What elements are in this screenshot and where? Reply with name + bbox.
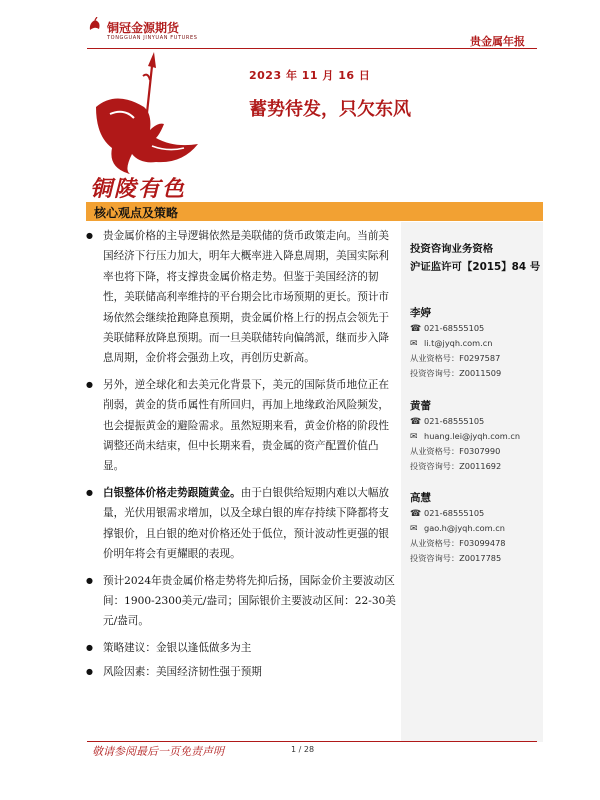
bullet-text: 另外，逆全球化和去美元化背景下，美元的国际货币地位正在削弱，黄金的货币属性有所回归，再加上地缘政治风险频发，也会提振黄金的避险需求。虽然短期来看，黄金价格的阶段性调整还尚未结束，但中长期来看，贵金属的资产配置价值凸显。 xyxy=(103,378,390,473)
bullet-point xyxy=(86,571,396,632)
analyst-card xyxy=(410,305,545,381)
analyst-phone: 021-68555105 xyxy=(424,416,485,426)
bullet-point xyxy=(86,375,396,477)
key-points xyxy=(86,226,396,683)
bullet-text: 策略建议：金银以逢低做多为主 xyxy=(103,641,252,654)
analyst-email[interactable]: huang.lei@jyqh.com.cn xyxy=(424,431,521,441)
section-header xyxy=(86,202,543,221)
email-icon: ✉ xyxy=(410,524,418,534)
report-date: 2023 年 11 月 16 日 xyxy=(249,69,371,82)
page-header xyxy=(0,0,600,50)
bullet-text: 预计2024年贵金属价格走势将先抑后扬，国际金价主要波动区间：1900-2300美元/盎司；国际银价主要波动区间：22-30美元/盎司。 xyxy=(103,574,396,628)
bullet-text: 由于白银供给短期内难以大幅放量，光伏用银需求增加，以及全球白银的库存持续下降都将支撑银价，且白银的绝对价格还处于低位，预计波动性更强的银价明年将会有更耀眼的表现。 xyxy=(103,486,390,561)
phone-icon: ☎ xyxy=(410,509,422,519)
bullet-point xyxy=(86,662,396,682)
bullet-point xyxy=(86,483,396,565)
analyst-phone: 021-68555105 xyxy=(424,323,485,333)
analyst-consult-id: 投资咨询号：Z0017785 xyxy=(410,553,502,563)
analyst-name: 黄蕾 xyxy=(410,400,431,412)
header-divider xyxy=(87,48,537,49)
phone-icon: ☎ xyxy=(410,417,422,427)
analyst-name: 李婷 xyxy=(410,307,431,319)
report-type: 贵金属年报 xyxy=(470,35,525,48)
footer-disclaimer[interactable]: 敬请参阅最后一页免责声明 xyxy=(92,745,224,758)
analyst-consult-id: 投资咨询号：Z0011692 xyxy=(410,461,502,471)
report-title: 蓄势待发，只欠东风 xyxy=(249,99,411,120)
bullet-point xyxy=(86,226,396,369)
analyst-card xyxy=(410,398,545,474)
analyst-qualification: 从业资格号：F03099478 xyxy=(410,538,506,548)
analyst-qualification: 从业资格号：F0307990 xyxy=(410,446,501,456)
analyst-consult-id: 投资咨询号：Z0011509 xyxy=(410,368,502,378)
analyst-phone: 021-68555105 xyxy=(424,508,485,518)
email-icon: ✉ xyxy=(410,339,418,349)
bullet-point xyxy=(86,638,396,658)
bullet-bold-prefix: 白银整体价格走势跟随黄金。 xyxy=(103,486,241,499)
analyst-sidebar xyxy=(401,222,543,742)
footer-divider xyxy=(87,741,537,742)
email-icon: ✉ xyxy=(410,432,418,442)
analyst-email[interactable]: li.t@jyqh.com.cn xyxy=(424,338,493,348)
page-number: 1 / 28 xyxy=(291,745,315,754)
brand-calligraphy: 铜陵有色 xyxy=(90,176,187,202)
phone-icon: ☎ xyxy=(410,324,422,334)
company-name-cn: 铜冠金源期货 xyxy=(107,21,180,35)
analyst-card xyxy=(410,490,545,566)
bullet-text: 风险因素：美国经济韧性强于预期 xyxy=(103,666,262,679)
cert-license: 沪证监许可【2015】84 号 xyxy=(410,261,541,273)
cert-line: 投资咨询业务资格 xyxy=(410,243,494,255)
bullet-text: 贵金属价格的主导逻辑依然是美联储的货币政策走向。当前美国经济下行压力加大，明年大概率进入降息周期，美国实际利率也将下降，将支撑贵金属价格走势。但鉴于美国经济的韧性，美联储高利率维持的平台期会比市场预期的更长。预计市场依然会继续抢跑降息预期，贵金属价格上行的拐点会领先于美联储释放降息预期。而一旦美联储转向偏鸽派，继而步入降息周期，金价将会强劲上攻，再创历史新高。 xyxy=(103,230,390,365)
section-title: 核心观点及策略 xyxy=(94,206,179,220)
analyst-name: 高慧 xyxy=(410,492,431,504)
certification-block xyxy=(410,240,545,276)
analyst-qualification: 从业资格号：F0297587 xyxy=(410,353,501,363)
company-logo-icon xyxy=(87,17,103,33)
analyst-email[interactable]: gao.h@jyqh.com.cn xyxy=(424,523,505,533)
company-name-en: TONGGUAN JINYUAN FUTURES xyxy=(107,35,198,41)
